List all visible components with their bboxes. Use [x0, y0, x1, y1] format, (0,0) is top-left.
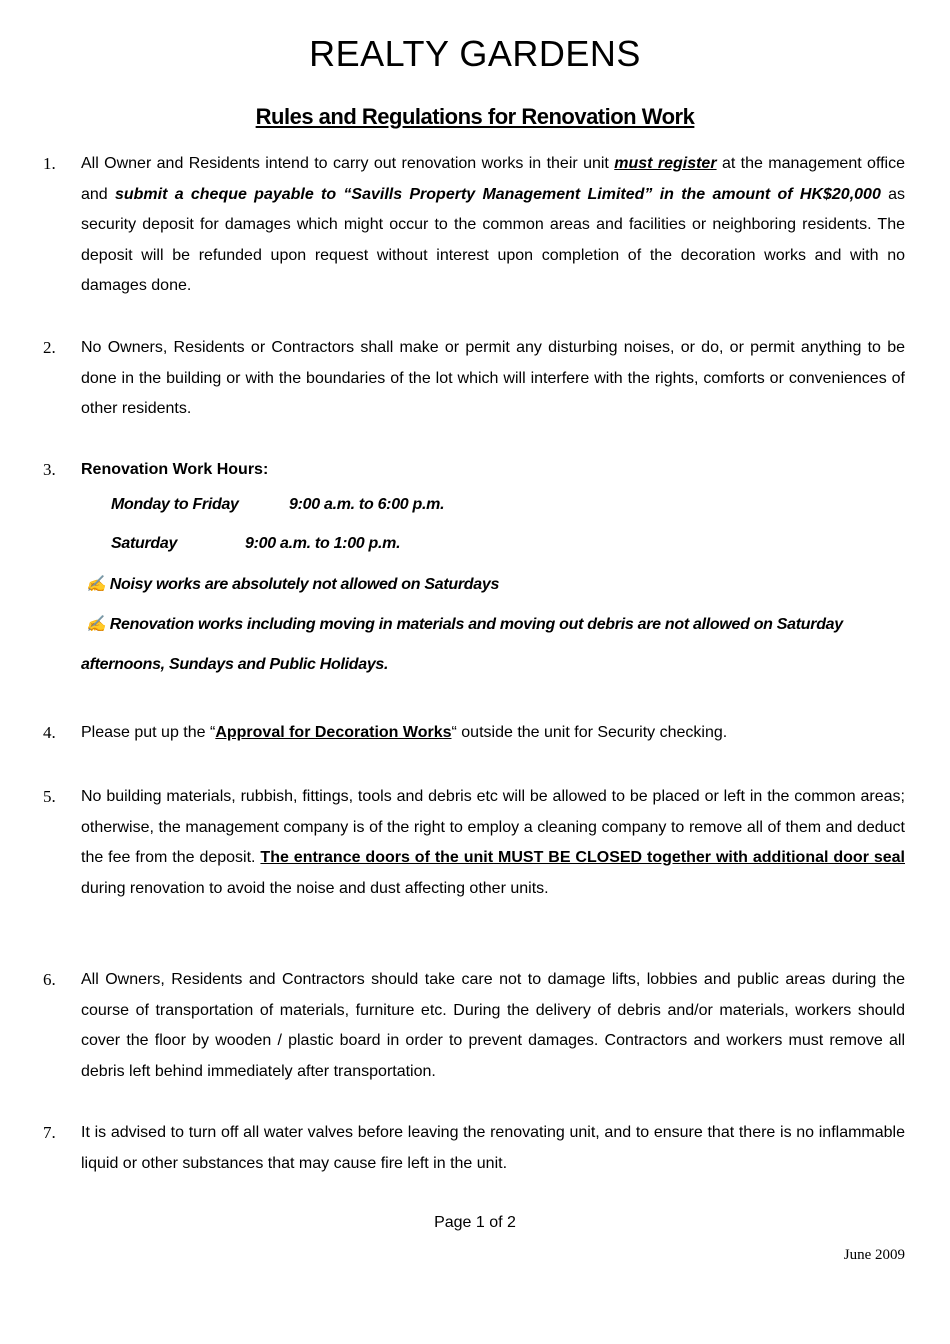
document-subtitle: Rules and Regulations for Renovation Work	[255, 104, 695, 129]
rule-2	[43, 333, 905, 425]
weekday-time: 9:00 a.m. to 6:00 p.m.	[289, 496, 445, 513]
rule-number: 2.	[43, 338, 56, 357]
rule-number: 7.	[43, 1123, 56, 1142]
cheque-requirement-emphasis: submit a cheque payable to “Savills Property Management Limited” in the amount of HK$20,000	[114, 185, 881, 203]
rule-1-text-part: All Owner and Residents intend to carry out renovation works in their unit	[81, 155, 615, 172]
saturday-hours	[81, 535, 400, 553]
rule-6	[43, 965, 905, 1087]
note-text: Renovation works including moving in materials and moving out debris are not allowed on Saturday	[109, 616, 843, 633]
rule-heading	[81, 455, 905, 486]
rule-1-text-part: at the management office and	[81, 155, 905, 203]
rule-1	[43, 149, 905, 302]
rule-4	[43, 718, 905, 749]
saturday-label: Saturday	[111, 535, 178, 552]
weekday-hours	[81, 496, 444, 514]
rule-4-text-part: Please put up the “	[81, 724, 216, 741]
pen-icon: ✍	[86, 576, 106, 593]
rule-text: All Owners, Residents and Contractors should take care not to damage lifts, lobbies and public areas during the course of transportation of materials, furniture etc. During the delivery of debris and/or materials, workers should cover the floor by wooden / plastic board in order to prevent damages. Contractors and workers must remove all debris left behind immediately after transportation.	[81, 971, 905, 1080]
document-title: REALTY GARDENS	[309, 33, 641, 74]
rule-number: 5.	[43, 787, 56, 806]
rule-number: 1.	[43, 154, 56, 173]
document-date: June 2009	[843, 1247, 905, 1263]
weekday-label: Monday to Friday	[111, 496, 239, 513]
rule-number: 6.	[43, 970, 56, 989]
door-closed-emphasis: The entrance doors of the unit MUST BE CLOSED together with additional door seal	[260, 849, 905, 866]
rule-text	[81, 149, 905, 302]
rule-5-text-part: No building materials, rubbish, fittings, tools and debris etc will be allowed to be placed or left in the common areas; otherwise, the management company is of the right to employ a cleaning company to remove all of them and deduct the fee from the deposit.	[81, 788, 905, 866]
rule-5-text-part: during renovation to avoid the noise and dust affecting other units.	[81, 879, 549, 897]
rule-text	[81, 718, 905, 749]
note-text: Noisy works are absolutely not allowed on Saturdays	[109, 576, 500, 593]
rule-number: 4.	[43, 723, 56, 742]
saturday-time: 9:00 a.m. to 1:00 p.m.	[245, 535, 401, 552]
rule-7	[43, 1118, 905, 1179]
rule-3	[43, 455, 905, 486]
rule-number: 3.	[43, 460, 56, 479]
rule-5	[43, 782, 905, 904]
rule-text: It is advised to turn off all water valves before leaving the renovating unit, and to ensure that there is no inflammable liquid or other substances that may cause fire left in the unit.	[81, 1124, 905, 1172]
rule-text	[81, 782, 905, 904]
pen-icon: ✍	[86, 616, 106, 633]
note-renovation-restriction-cont: afternoons, Sundays and Public Holidays.	[81, 656, 389, 673]
rule-text: No Owners, Residents or Contractors shall make or permit any disturbing noises, or do, or permit anything to be done in the building or with the boundaries of the lot which will interfere with the rights, comforts or conveniences of other residents.	[81, 339, 905, 417]
note-noisy-works	[86, 574, 499, 594]
work-hours-heading: Renovation Work Hours:	[81, 461, 269, 478]
rule-1-text-part: as security deposit for damages which might occur to the common areas and facilities or neighboring residents. The deposit will be refunded upon request without interest upon completion of the decoration works and with no damages done.	[81, 185, 906, 294]
rule-4-text-part: “ outside the unit for Security checking.	[451, 724, 728, 741]
note-renovation-restriction	[86, 614, 843, 634]
page-number: Page 1 of 2	[434, 1214, 516, 1231]
must-register-emphasis: must register	[614, 155, 717, 172]
approval-notice-name: Approval for Decoration Works	[215, 724, 452, 741]
